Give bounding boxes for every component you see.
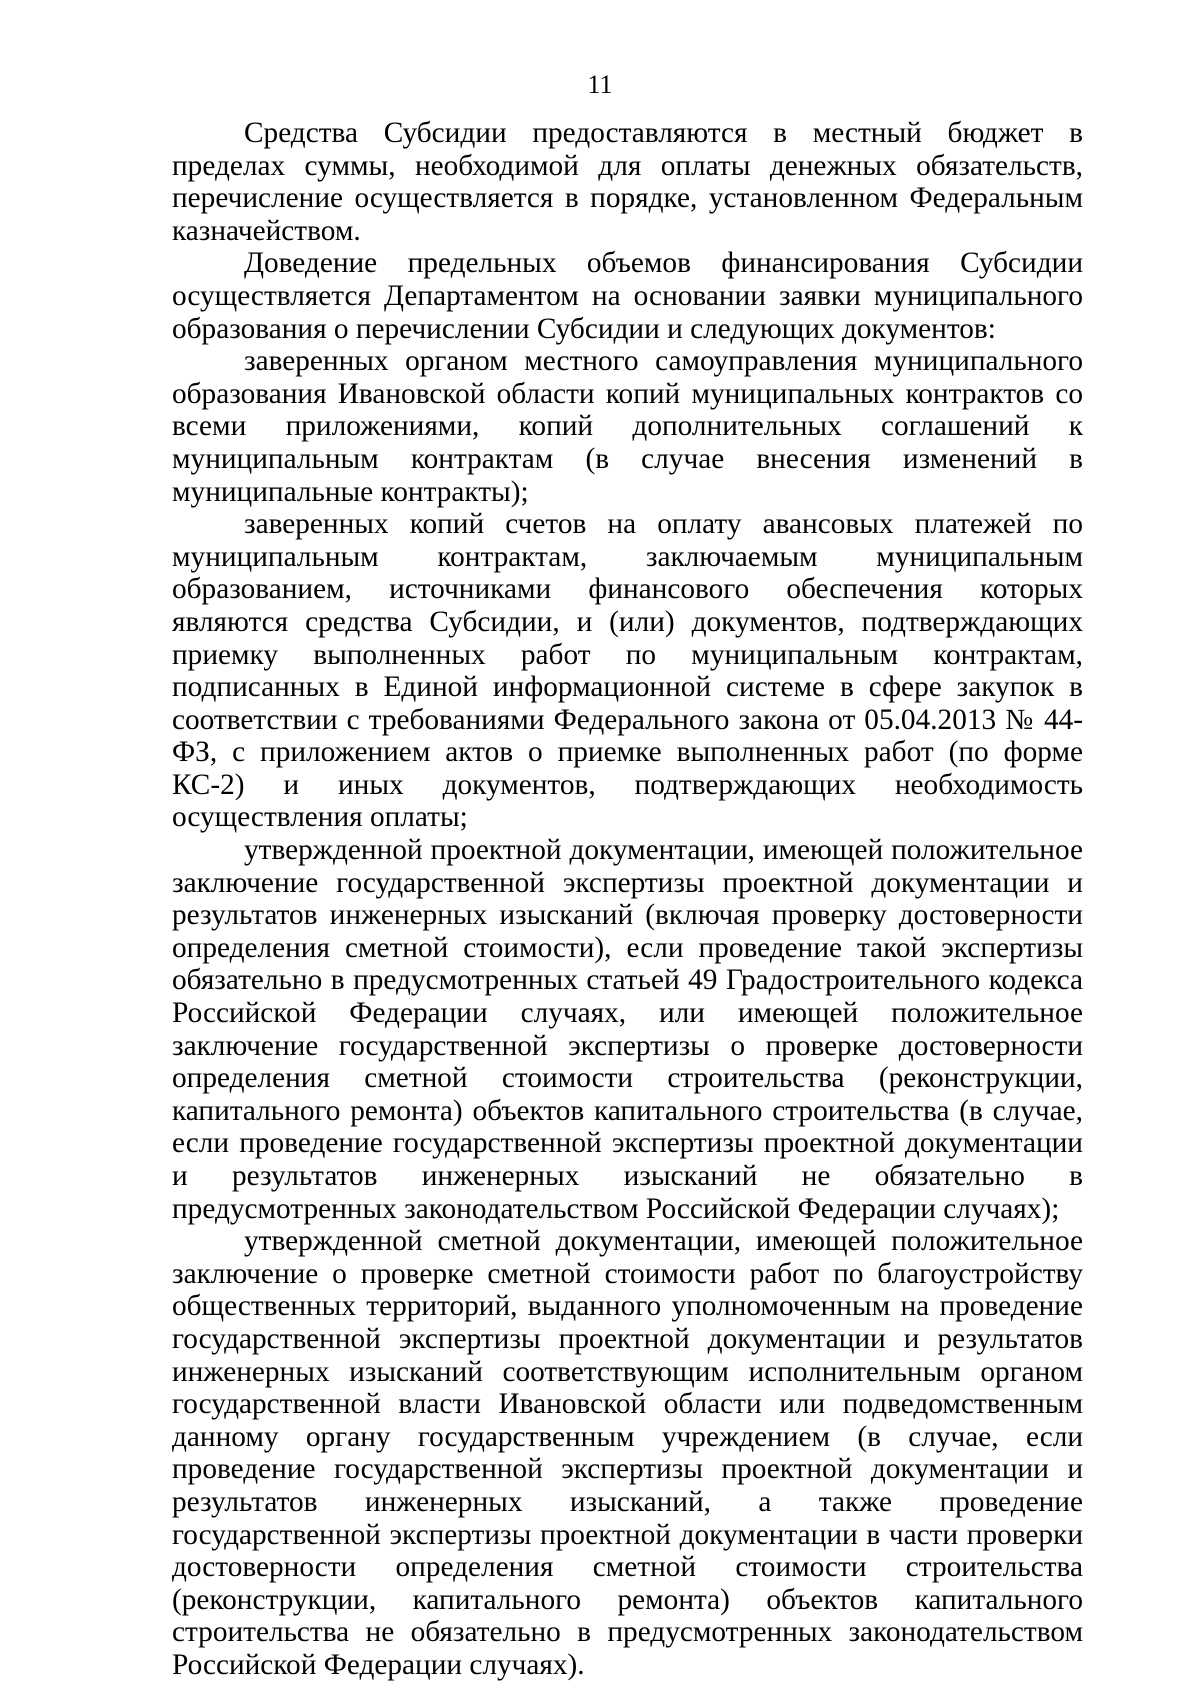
paragraph-subsidy-funds: Средства Субсидии предоставляются в местный бюджет в пределах суммы, необходимой для оплаты денежных обязательств, перечисление осуществляется в порядке, установленном Федеральным казначейством. (172, 117, 1083, 247)
paragraph-municipal-contracts: заверенных органом местного самоуправления муниципального образования Ивановской области копий муниципальных контрактов со всеми приложениями, копий дополнительных соглашений к муниципальным контрактам (в случае внесения изменений в муниципальные контракты); (172, 345, 1083, 508)
document-body (172, 117, 1083, 1682)
paragraph-funding-limits: Доведение предельных объемов финансирования Субсидии осуществляется Департаментом на основании заявки муниципального образования о перечислении Субсидии и следующих документов: (172, 247, 1083, 345)
page-number: 11 (587, 70, 613, 99)
paragraph-project-documentation: утвержденной проектной документации, имеющей положительное заключение государственной экспертизы проектной документации и результатов инженерных изысканий (включая проверку достоверности определения сметной стоимости), если проведение такой экспертизы обязательно в предусмотренных статьей 49 Градостроительного кодекса Российской Федерации случаях, или имеющей положительное заключение государственной экспертизы о проверке достоверности определения сметной стоимости строительства (реконструкции, капитального ремонта) объектов капитального строительства (в случае, если проведение государственной экспертизы проектной документации и результатов инженерных изысканий не обязательно в предусмотренных законодательством Российской Федерации случаях); (172, 834, 1083, 1225)
paragraph-advance-invoices: заверенных копий счетов на оплату авансовых платежей по муниципальным контрактам, заключаемым муниципальным образованием, источниками финансового обеспечения которых являются средства Субсидии, и (или) документов, подтверждающих приемку выполненных работ по муниципальным контрактам, подписанных в Единой информационной системе в сфере закупок в соответствии с требованиями Федерального закона от 05.04.2013 № 44-ФЗ, с приложением актов о приемке выполненных работ (по форме КС-2) и иных документов, подтверждающих необходимость осуществления оплаты; (172, 508, 1083, 834)
paragraph-estimate-documentation: утвержденной сметной документации, имеющей положительное заключение о проверке сметной стоимости работ по благоустройству общественных территорий, выданного уполномоченным на проведение государственной экспертизы проектной документации и результатов инженерных изысканий соответствующим исполнительным органом государственной власти Ивановской области или подведомственным данному органу государственным учреждением (в случае, если проведение государственной экспертизы проектной документации и результатов инженерных изысканий, а также проведение государственной экспертизы проектной документации в части проверки достоверности определения сметной стоимости строительства (реконструкции, капитального ремонта) объектов капитального строительства не обязательно в предусмотренных законодательством Российской Федерации случаях). (172, 1225, 1083, 1681)
